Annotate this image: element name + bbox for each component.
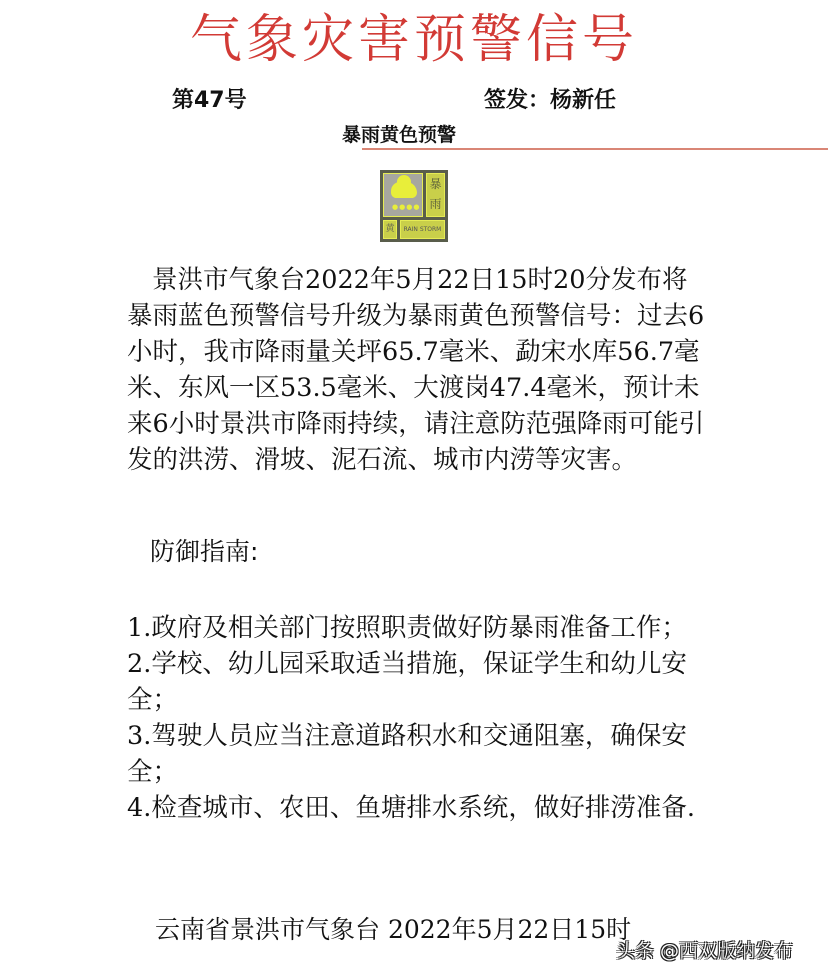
icon-side-label [426, 173, 445, 217]
rainstorm-yellow-warning-icon [380, 170, 448, 242]
guide-list [127, 610, 707, 826]
cloud-panel [383, 173, 423, 217]
guide-item: 3.驾驶人员应当注意道路积水和交通阻塞，确保安全； [127, 721, 687, 787]
signer: 签发：杨新任 [484, 88, 617, 113]
cloud-icon [391, 182, 417, 198]
guide-item: 4.检查城市、农田、鱼塘排水系统，做好排涝准备. [127, 793, 695, 823]
guide-item: 1.政府及相关部门按照职责做好防暴雨准备工作； [127, 613, 687, 643]
icon-side-char: 雨 [429, 197, 442, 211]
warning-paragraph: 景洪市气象台2022年5月22日15时20分发布将暴雨蓝色预警信号升级为暴雨黄色预警信号：过去6小时，我市降雨量关坪65.7毫米、勐宋水库56.7毫米、东风一区53.5毫米、大渡岗47.4毫米，预计未来6小时景洪市降雨持续，请注意防范强降雨可能引发的洪涝、滑坡、泥石流、城市内涝等灾害。 [127, 265, 705, 475]
icon-side-char: 暴 [429, 177, 442, 191]
icon-english-label: RAIN STORM [400, 220, 445, 239]
icon-color-label: 黄 [383, 220, 397, 239]
guide-item: 2.学校、幼儿园采取适当措施，保证学生和幼儿安全； [127, 649, 687, 715]
watermark: 头条 @西双版纳发布 [616, 940, 794, 962]
document-title: 气象灾害预警信号 [189, 10, 638, 70]
guide-title: 防御指南: [150, 537, 259, 566]
issue-number: 第47号 [172, 88, 247, 113]
footer-signature: 云南省景洪市气象台 2022年5月22日15时 [155, 915, 632, 944]
raindrops-icon: ●●●● [392, 203, 421, 211]
divider-line [362, 148, 828, 150]
warning-subtitle: 暴雨黄色预警 [342, 124, 457, 146]
